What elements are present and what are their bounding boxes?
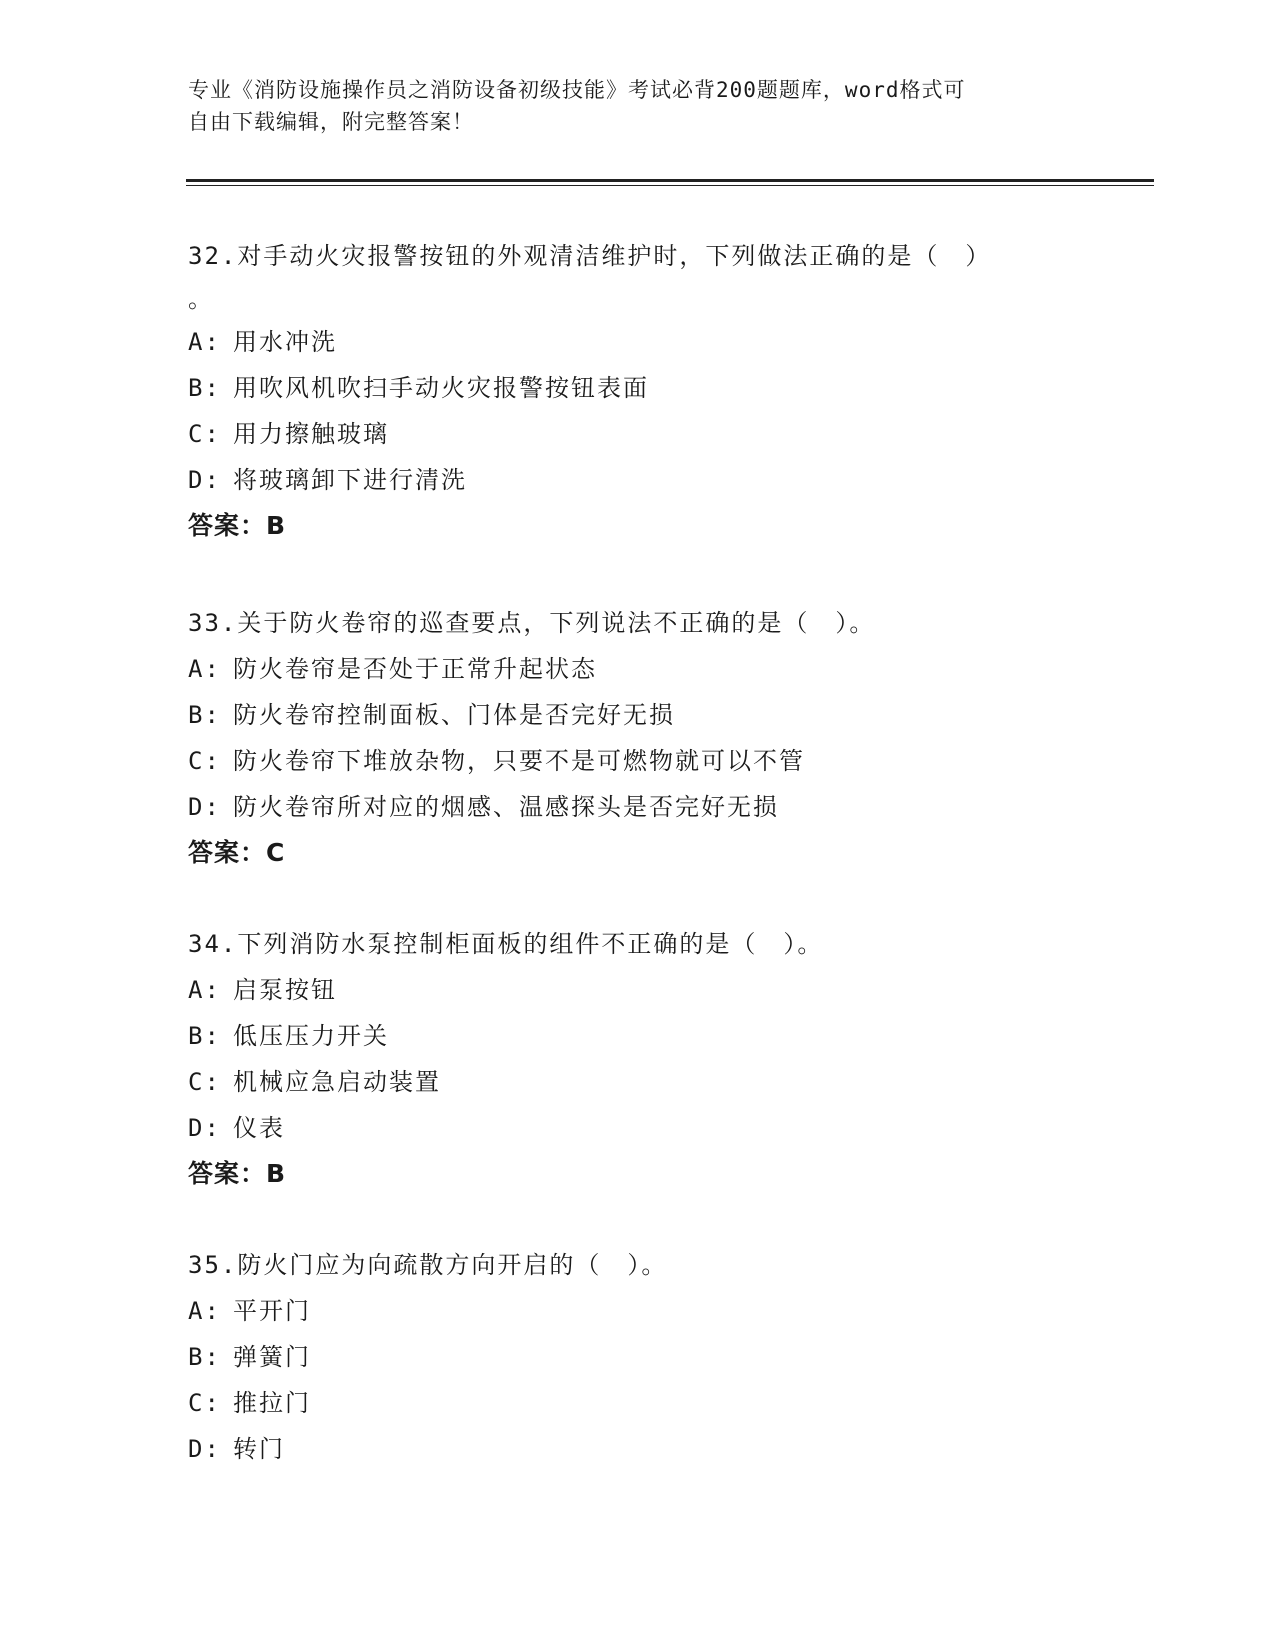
option-c xyxy=(188,411,1088,457)
option-text: 启泵按钮 xyxy=(233,976,337,1004)
question-stem: 32.对手动火灾报警按钮的外观清洁维护时，下列做法正确的是（ ） xyxy=(188,242,992,270)
question-stem: 33.关于防火卷帘的巡查要点，下列说法不正确的是（ ）。 xyxy=(188,609,876,637)
option-text: 防火卷帘所对应的烟感、温感探头是否完好无损 xyxy=(233,793,779,821)
answer-line xyxy=(188,830,1088,876)
option-letter: A: xyxy=(188,1297,221,1325)
option-letter: C: xyxy=(188,747,221,775)
option-text: 转门 xyxy=(233,1435,285,1463)
question-stem-continuation: 。 xyxy=(188,285,214,313)
option-letter: A: xyxy=(188,655,221,683)
option-text: 防火卷帘下堆放杂物，只要不是可燃物就可以不管 xyxy=(233,747,805,775)
header-line-2: 自由下载编辑，附完整答案！ xyxy=(188,110,474,134)
question-32 xyxy=(188,233,1088,549)
option-text: 弹簧门 xyxy=(233,1343,311,1371)
option-text: 用力擦触玻璃 xyxy=(233,420,389,448)
answer-line xyxy=(188,503,1088,549)
answer-line xyxy=(188,1151,1088,1197)
option-text: 机械应急启动装置 xyxy=(233,1068,441,1096)
option-text: 低压压力开关 xyxy=(233,1022,389,1050)
header-divider-thin xyxy=(186,185,1154,186)
answer-label: 答案： xyxy=(188,511,267,540)
question-34 xyxy=(188,921,1088,1197)
option-letter: C: xyxy=(188,1068,221,1096)
answer-label: 答案： xyxy=(188,1159,267,1188)
option-c xyxy=(188,1380,1088,1426)
option-a xyxy=(188,646,1088,692)
option-letter: D: xyxy=(188,1435,221,1463)
option-letter: D: xyxy=(188,466,221,494)
question-33 xyxy=(188,600,1088,876)
option-text: 仪表 xyxy=(233,1114,285,1142)
option-b xyxy=(188,692,1088,738)
option-letter: B: xyxy=(188,1022,221,1050)
option-text: 推拉门 xyxy=(233,1389,311,1417)
option-letter: C: xyxy=(188,1389,221,1417)
question-stem: 34.下列消防水泵控制柜面板的组件不正确的是（ ）。 xyxy=(188,930,824,958)
option-d xyxy=(188,784,1088,830)
option-text: 平开门 xyxy=(233,1297,311,1325)
option-b xyxy=(188,1334,1088,1380)
question-35 xyxy=(188,1242,1088,1472)
document-header xyxy=(188,74,1068,138)
option-letter: D: xyxy=(188,793,221,821)
option-c xyxy=(188,738,1088,784)
header-line-1: 专业《消防设施操作员之消防设备初级技能》考试必背200题题库，word格式可 xyxy=(188,78,966,102)
answer-label: 答案： xyxy=(188,838,267,867)
option-text: 用吹风机吹扫手动火灾报警按钮表面 xyxy=(233,374,649,402)
answer-value: B xyxy=(266,511,287,540)
option-a xyxy=(188,319,1088,365)
option-letter: B: xyxy=(188,374,221,402)
option-letter: C: xyxy=(188,420,221,448)
option-letter: D: xyxy=(188,1114,221,1142)
option-letter: B: xyxy=(188,1343,221,1371)
option-d xyxy=(188,457,1088,503)
option-letter: B: xyxy=(188,701,221,729)
option-b xyxy=(188,365,1088,411)
option-b xyxy=(188,1013,1088,1059)
option-c xyxy=(188,1059,1088,1105)
option-text: 防火卷帘控制面板、门体是否完好无损 xyxy=(233,701,675,729)
option-a xyxy=(188,1288,1088,1334)
option-d xyxy=(188,1105,1088,1151)
option-text: 防火卷帘是否处于正常升起状态 xyxy=(233,655,597,683)
option-text: 将玻璃卸下进行清洗 xyxy=(233,466,467,494)
header-divider-thick xyxy=(186,179,1154,182)
option-d xyxy=(188,1426,1088,1472)
option-a xyxy=(188,967,1088,1013)
question-stem: 35.防火门应为向疏散方向开启的（ ）。 xyxy=(188,1251,668,1279)
option-letter: A: xyxy=(188,976,221,1004)
option-letter: A: xyxy=(188,328,221,356)
answer-value: C xyxy=(266,838,286,867)
answer-value: B xyxy=(266,1159,287,1188)
option-text: 用水冲洗 xyxy=(233,328,337,356)
